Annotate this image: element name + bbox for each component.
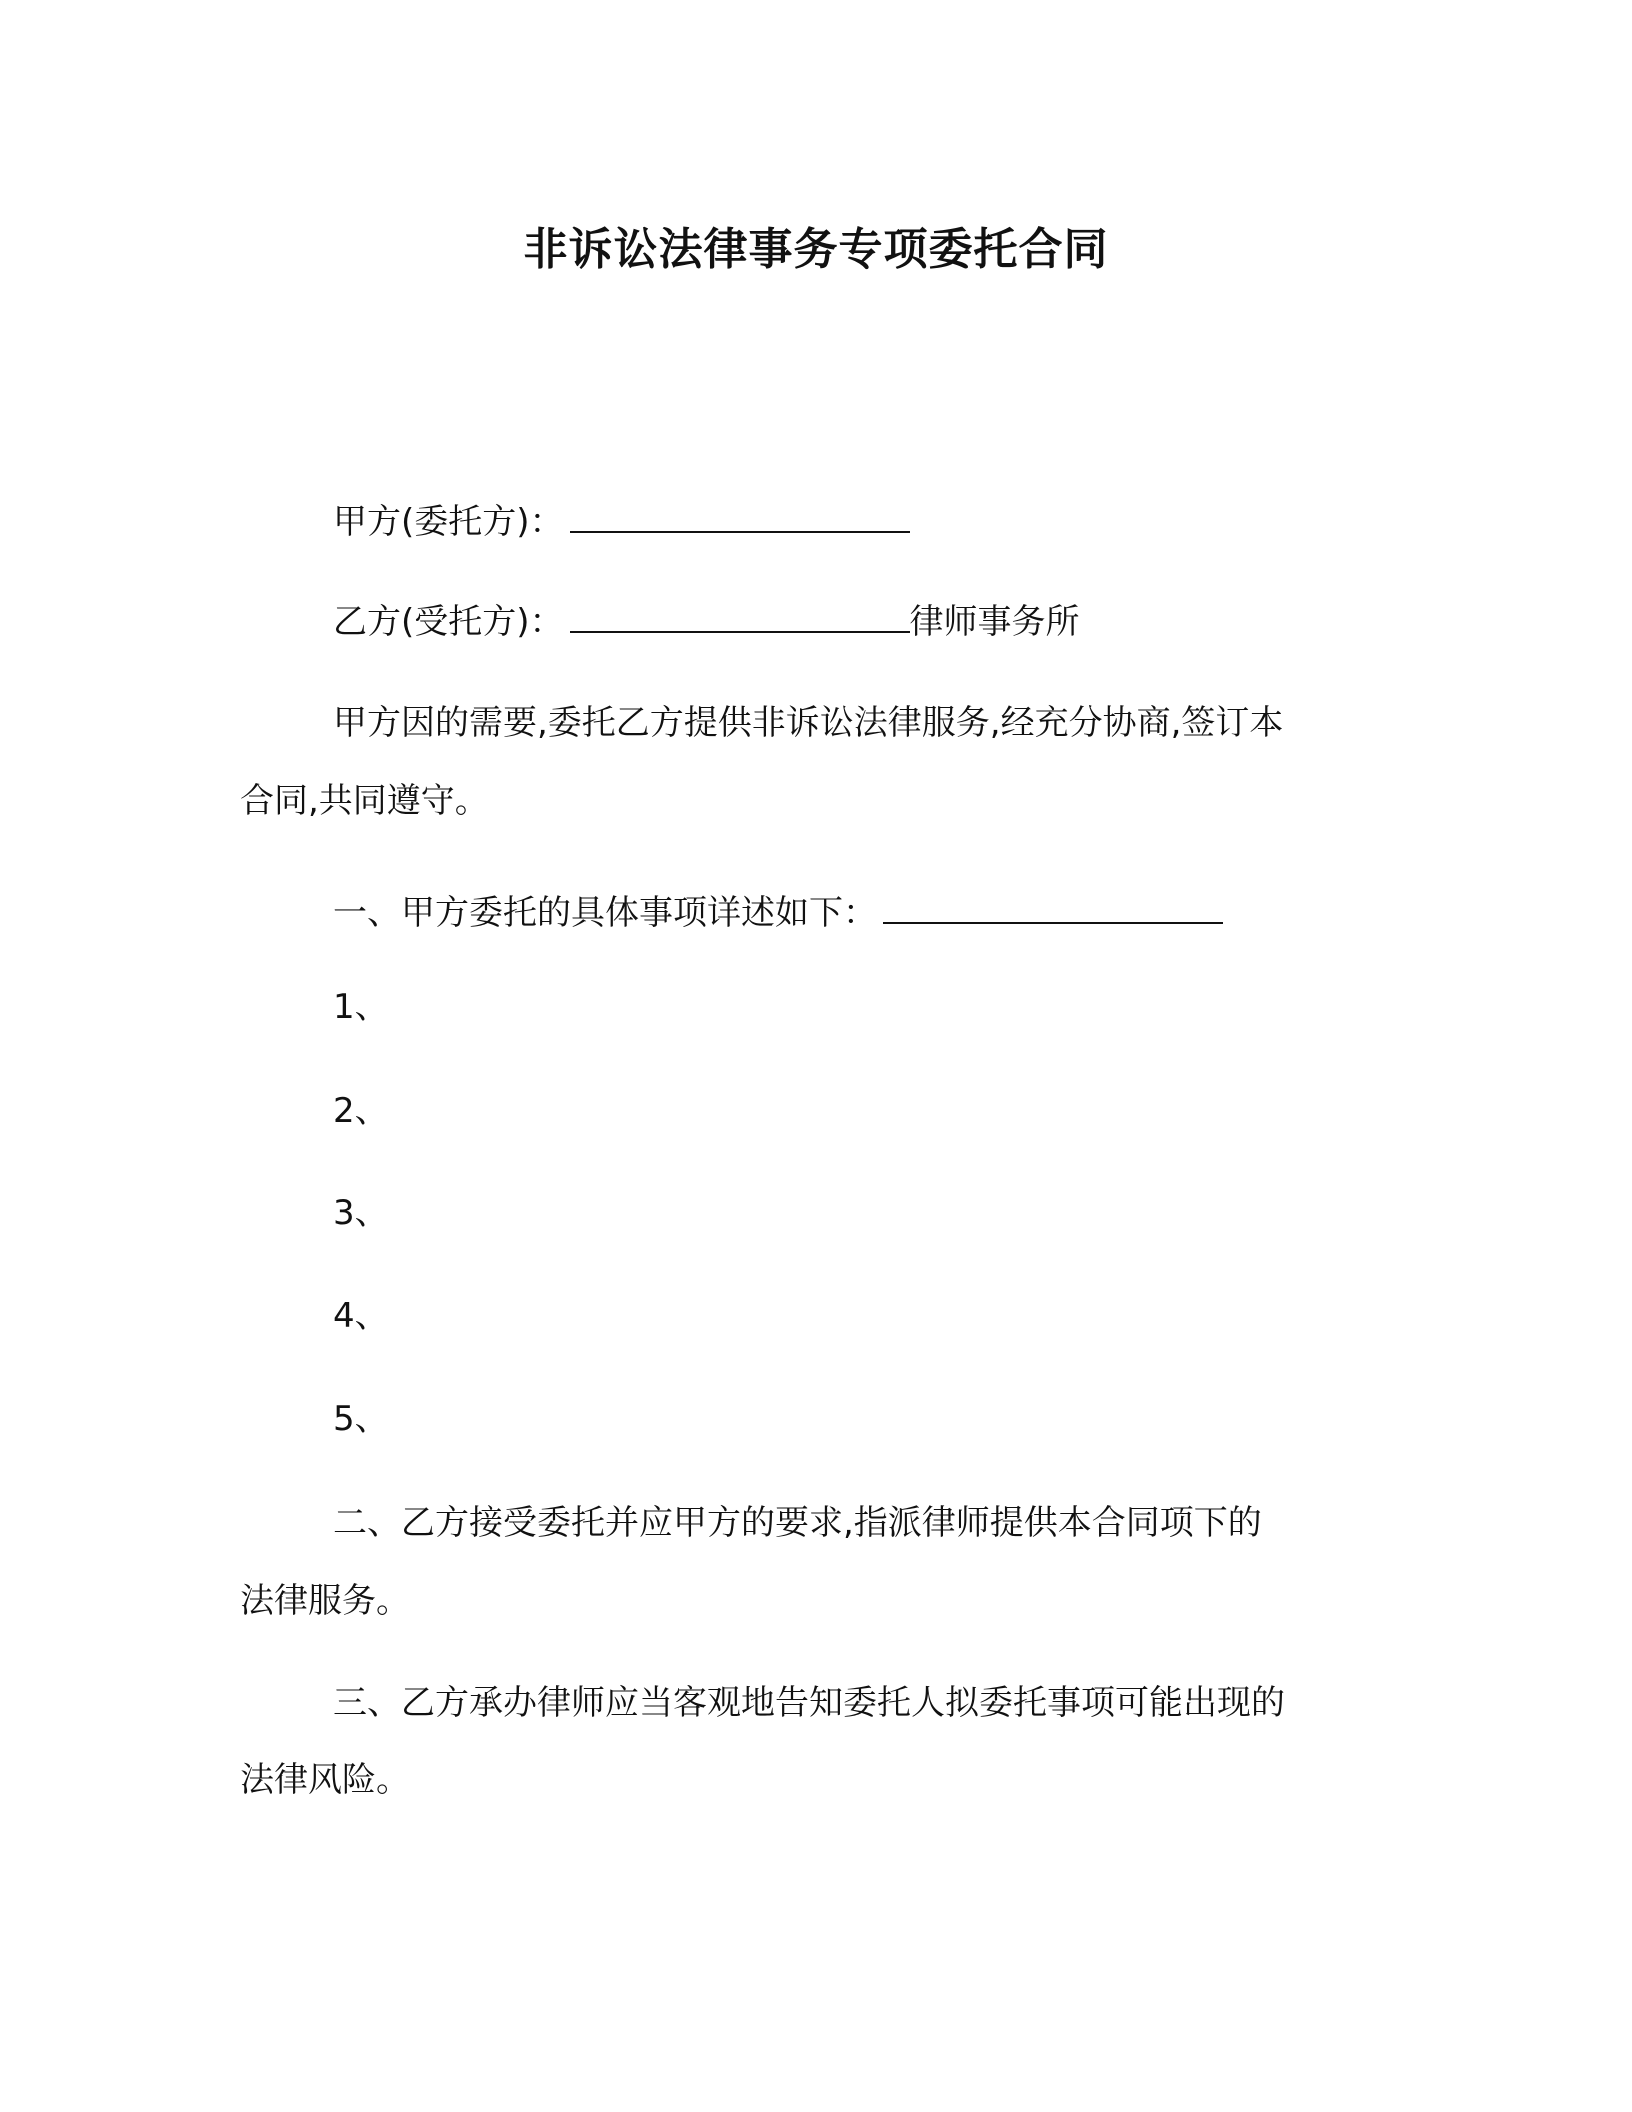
intro-line-2: 合同,共同遵守。 — [240, 781, 489, 821]
list-item: 5、 — [333, 1399, 389, 1439]
clause-2-line-1: 二、乙方接受委托并应甲方的要求,指派律师提供本合同项下的 — [333, 1503, 1262, 1543]
clause-1-label: 一、甲方委托的具体事项详述如下： — [333, 893, 877, 933]
clause-2-line-2: 法律服务。 — [240, 1581, 410, 1621]
clause-3-line-1: 三、乙方承办律师应当客观地告知委托人拟委托事项可能出现的 — [333, 1683, 1285, 1723]
party-b-blank — [570, 597, 910, 633]
list-item: 4、 — [333, 1296, 389, 1336]
party-b-label: 乙方(受托方)： — [333, 602, 564, 642]
clause-1-blank — [883, 888, 1223, 924]
intro-line-1: 甲方因的需要,委托乙方提供非诉讼法律服务,经充分协商,签订本 — [333, 703, 1284, 743]
list-item: 3、 — [333, 1193, 389, 1233]
clause-1-line — [333, 888, 1223, 936]
list-item: 2、 — [333, 1091, 389, 1131]
party-b-line — [333, 597, 1080, 645]
party-b-suffix: 律师事务所 — [909, 602, 1080, 642]
party-a-line — [333, 497, 910, 545]
document-title: 非诉讼法律事务专项委托合同 — [523, 224, 1109, 275]
clause-3-line-2: 法律风险。 — [240, 1760, 410, 1800]
party-a-blank — [570, 497, 910, 533]
list-item: 1、 — [333, 987, 389, 1027]
party-a-label: 甲方(委托方)： — [333, 502, 564, 542]
